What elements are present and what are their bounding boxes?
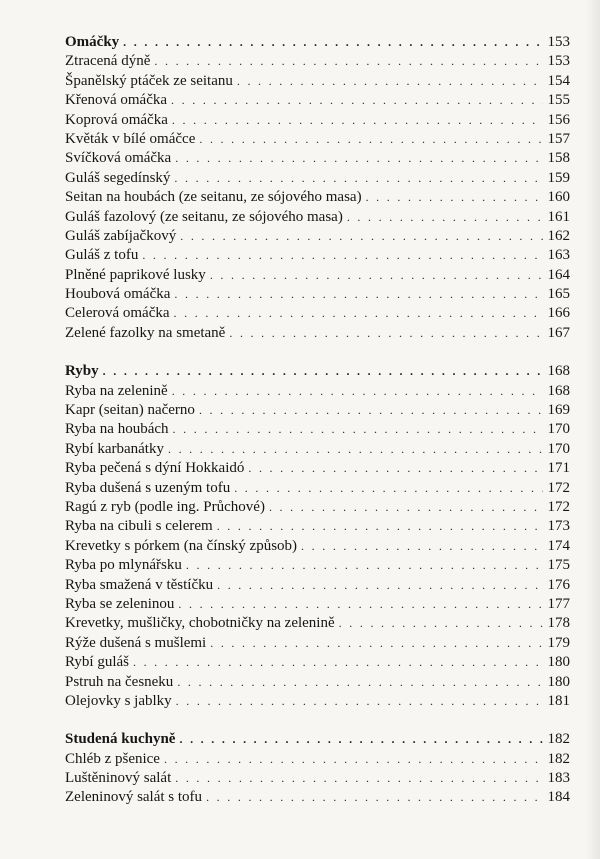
toc-entry [65,673,570,692]
page-number: 180 [547,654,570,671]
entry-title: Olejovky s jablky [65,692,172,709]
toc-entry [65,537,570,556]
toc-entry [65,576,570,595]
entry-title: Ryba na houbách [65,421,169,438]
entry-title: Španělský ptáček ze seitanu [65,72,233,89]
dot-leader [339,614,543,633]
page-number: 166 [547,305,570,322]
entry-title: Guláš fazolový (ze seitanu, ze sójového masa) [65,208,343,225]
dot-leader [301,537,543,556]
dot-leader [199,401,543,420]
dot-leader [171,91,543,110]
page-number: 173 [547,518,570,535]
toc-entry [65,498,570,517]
entry-title: Ryba na cibuli s celerem [65,518,213,535]
entry-title: Krevetky, mušličky, chobotničky na zelenině [65,615,335,632]
entry-title: Krevetky s pórkem (na čínský způsob) [65,537,298,554]
entry-title: Zeleninový salát s tofu [65,789,203,806]
toc-entry [65,750,570,769]
toc-entry [65,149,570,168]
section-title: Studená kuchyně [65,731,176,748]
dot-leader [180,227,543,246]
toc-section [65,362,570,711]
page-number: 174 [547,537,570,554]
page-number: 177 [547,595,570,612]
page-number: 179 [547,634,570,651]
section-title: Ryby [65,363,99,380]
dot-leader [175,769,543,788]
dot-leader [123,33,543,52]
entry-title: Zelené fazolky na smetaně [65,324,226,341]
page-number: 153 [547,34,570,50]
toc-entry [65,382,570,401]
dot-leader [174,169,543,188]
page-number: 159 [547,169,570,186]
toc-entry [65,788,570,807]
toc-entry [65,479,570,498]
dot-leader [174,285,543,304]
entry-title: Plněné paprikové lusky [65,266,206,283]
entry-title: Svíčková omáčka [65,150,172,167]
page-number: 175 [547,557,570,574]
dot-leader [173,420,543,439]
dot-leader [206,788,543,807]
page-number: 172 [547,498,570,515]
dot-leader [175,149,543,168]
dot-leader [172,111,543,130]
dot-leader [168,440,543,459]
dot-leader [172,382,543,401]
toc-entry [65,208,570,227]
toc-entry [65,653,570,672]
entry-title: Kapr (seitan) načerno [65,402,195,419]
page-number: 180 [547,673,570,690]
toc-entry [65,324,570,343]
section-heading [65,730,570,749]
entry-title: Ryba po mlynářsku [65,557,182,574]
page-number: 161 [547,208,570,225]
entry-title: Rybí karbanátky [65,440,164,457]
entry-title: Rýže dušená s mušlemi [65,634,207,651]
page-number: 170 [547,421,570,438]
page-number: 183 [547,770,570,787]
page-number: 165 [547,286,570,303]
dot-leader [176,692,543,711]
dot-leader [234,479,543,498]
dot-leader [210,266,543,285]
page-number: 178 [547,615,570,632]
page-number: 172 [547,479,570,496]
toc-entry [65,517,570,536]
entry-title: Houbová omáčka [65,286,171,303]
toc-entry [65,614,570,633]
dot-leader [177,673,543,692]
page-number: 163 [547,247,570,264]
dot-leader [199,130,543,149]
toc-entry [65,52,570,71]
dot-leader [366,188,543,207]
entry-title: Ryba smažená v těstíčku [65,576,214,593]
toc-entry [65,246,570,265]
table-of-contents [65,33,570,808]
toc-entry [65,692,570,711]
dot-leader [217,517,543,536]
entry-title: Ryba se zeleninou [65,595,175,612]
toc-entry [65,634,570,653]
page-number: 184 [547,789,570,806]
page-number: 153 [547,53,570,70]
page-number: 182 [547,750,570,767]
entry-title: Koprová omáčka [65,111,168,128]
section-heading [65,33,570,52]
page-number: 176 [547,576,570,593]
page-number: 167 [547,324,570,341]
toc-entry [65,459,570,478]
page-number: 155 [547,92,570,109]
dot-leader [103,362,543,381]
dot-leader [269,498,543,517]
dot-leader [217,576,543,595]
entry-title: Ragú z ryb (podle ing. Průchové) [65,498,265,515]
entry-title: Rybí guláš [65,654,129,671]
toc-entry [65,227,570,246]
section-heading [65,362,570,381]
toc-entry [65,401,570,420]
toc-section [65,730,570,808]
page-number: 182 [547,731,570,748]
page-number: 169 [547,402,570,419]
toc-entry [65,595,570,614]
dot-leader [154,52,543,71]
toc-entry [65,285,570,304]
page-number: 154 [547,72,570,89]
toc-entry [65,130,570,149]
entry-title: Květák v bílé omáčce [65,130,196,147]
dot-leader [178,595,543,614]
page-number: 162 [547,227,570,244]
page-number: 170 [547,440,570,457]
entry-title: Ztracená dýně [65,53,151,70]
page-number: 164 [547,266,570,283]
page-number: 171 [547,460,570,477]
toc-entry [65,91,570,110]
toc-entry [65,420,570,439]
toc-entry [65,111,570,130]
toc-entry [65,188,570,207]
dot-leader [133,653,543,672]
dot-leader [179,730,543,749]
page-number: 156 [547,111,570,128]
entry-title: Guláš zabíjačkový [65,227,177,244]
toc-entry [65,556,570,575]
toc-entry [65,440,570,459]
toc-section [65,33,570,343]
dot-leader [237,72,543,91]
entry-title: Guláš segedínský [65,169,171,186]
entry-title: Celerová omáčka [65,305,170,322]
entry-title: Guláš z tofu [65,247,139,264]
page-edge-shadow [586,0,600,859]
dot-leader [142,246,543,265]
entry-title: Pstruh na česneku [65,673,174,690]
toc-entry [65,304,570,323]
entry-title: Seitan na houbách (ze seitanu, ze sójového masa) [65,189,362,206]
page-number: 168 [547,363,570,380]
dot-leader [229,324,543,343]
entry-title: Křenová omáčka [65,92,168,109]
toc-entry [65,266,570,285]
page-number: 168 [547,382,570,399]
dot-leader [248,459,543,478]
entry-title: Ryba pečená s dýní Hokkaidó [65,460,245,477]
page-number: 158 [547,150,570,167]
page-number: 181 [547,692,570,709]
entry-title: Ryba dušená s uzeným tofu [65,479,231,496]
dot-leader [186,556,543,575]
dot-leader [174,304,543,323]
entry-title: Chléb z pšenice [65,750,160,767]
dot-leader [347,208,543,227]
toc-entry [65,769,570,788]
page-number: 157 [547,130,570,147]
section-title: Omáčky [65,34,120,50]
dot-leader [164,750,543,769]
entry-title: Luštěninový salát [65,770,172,787]
dot-leader [210,634,543,653]
entry-title: Ryba na zelenině [65,382,168,399]
toc-entry [65,169,570,188]
toc-entry [65,72,570,91]
page-number: 160 [547,189,570,206]
